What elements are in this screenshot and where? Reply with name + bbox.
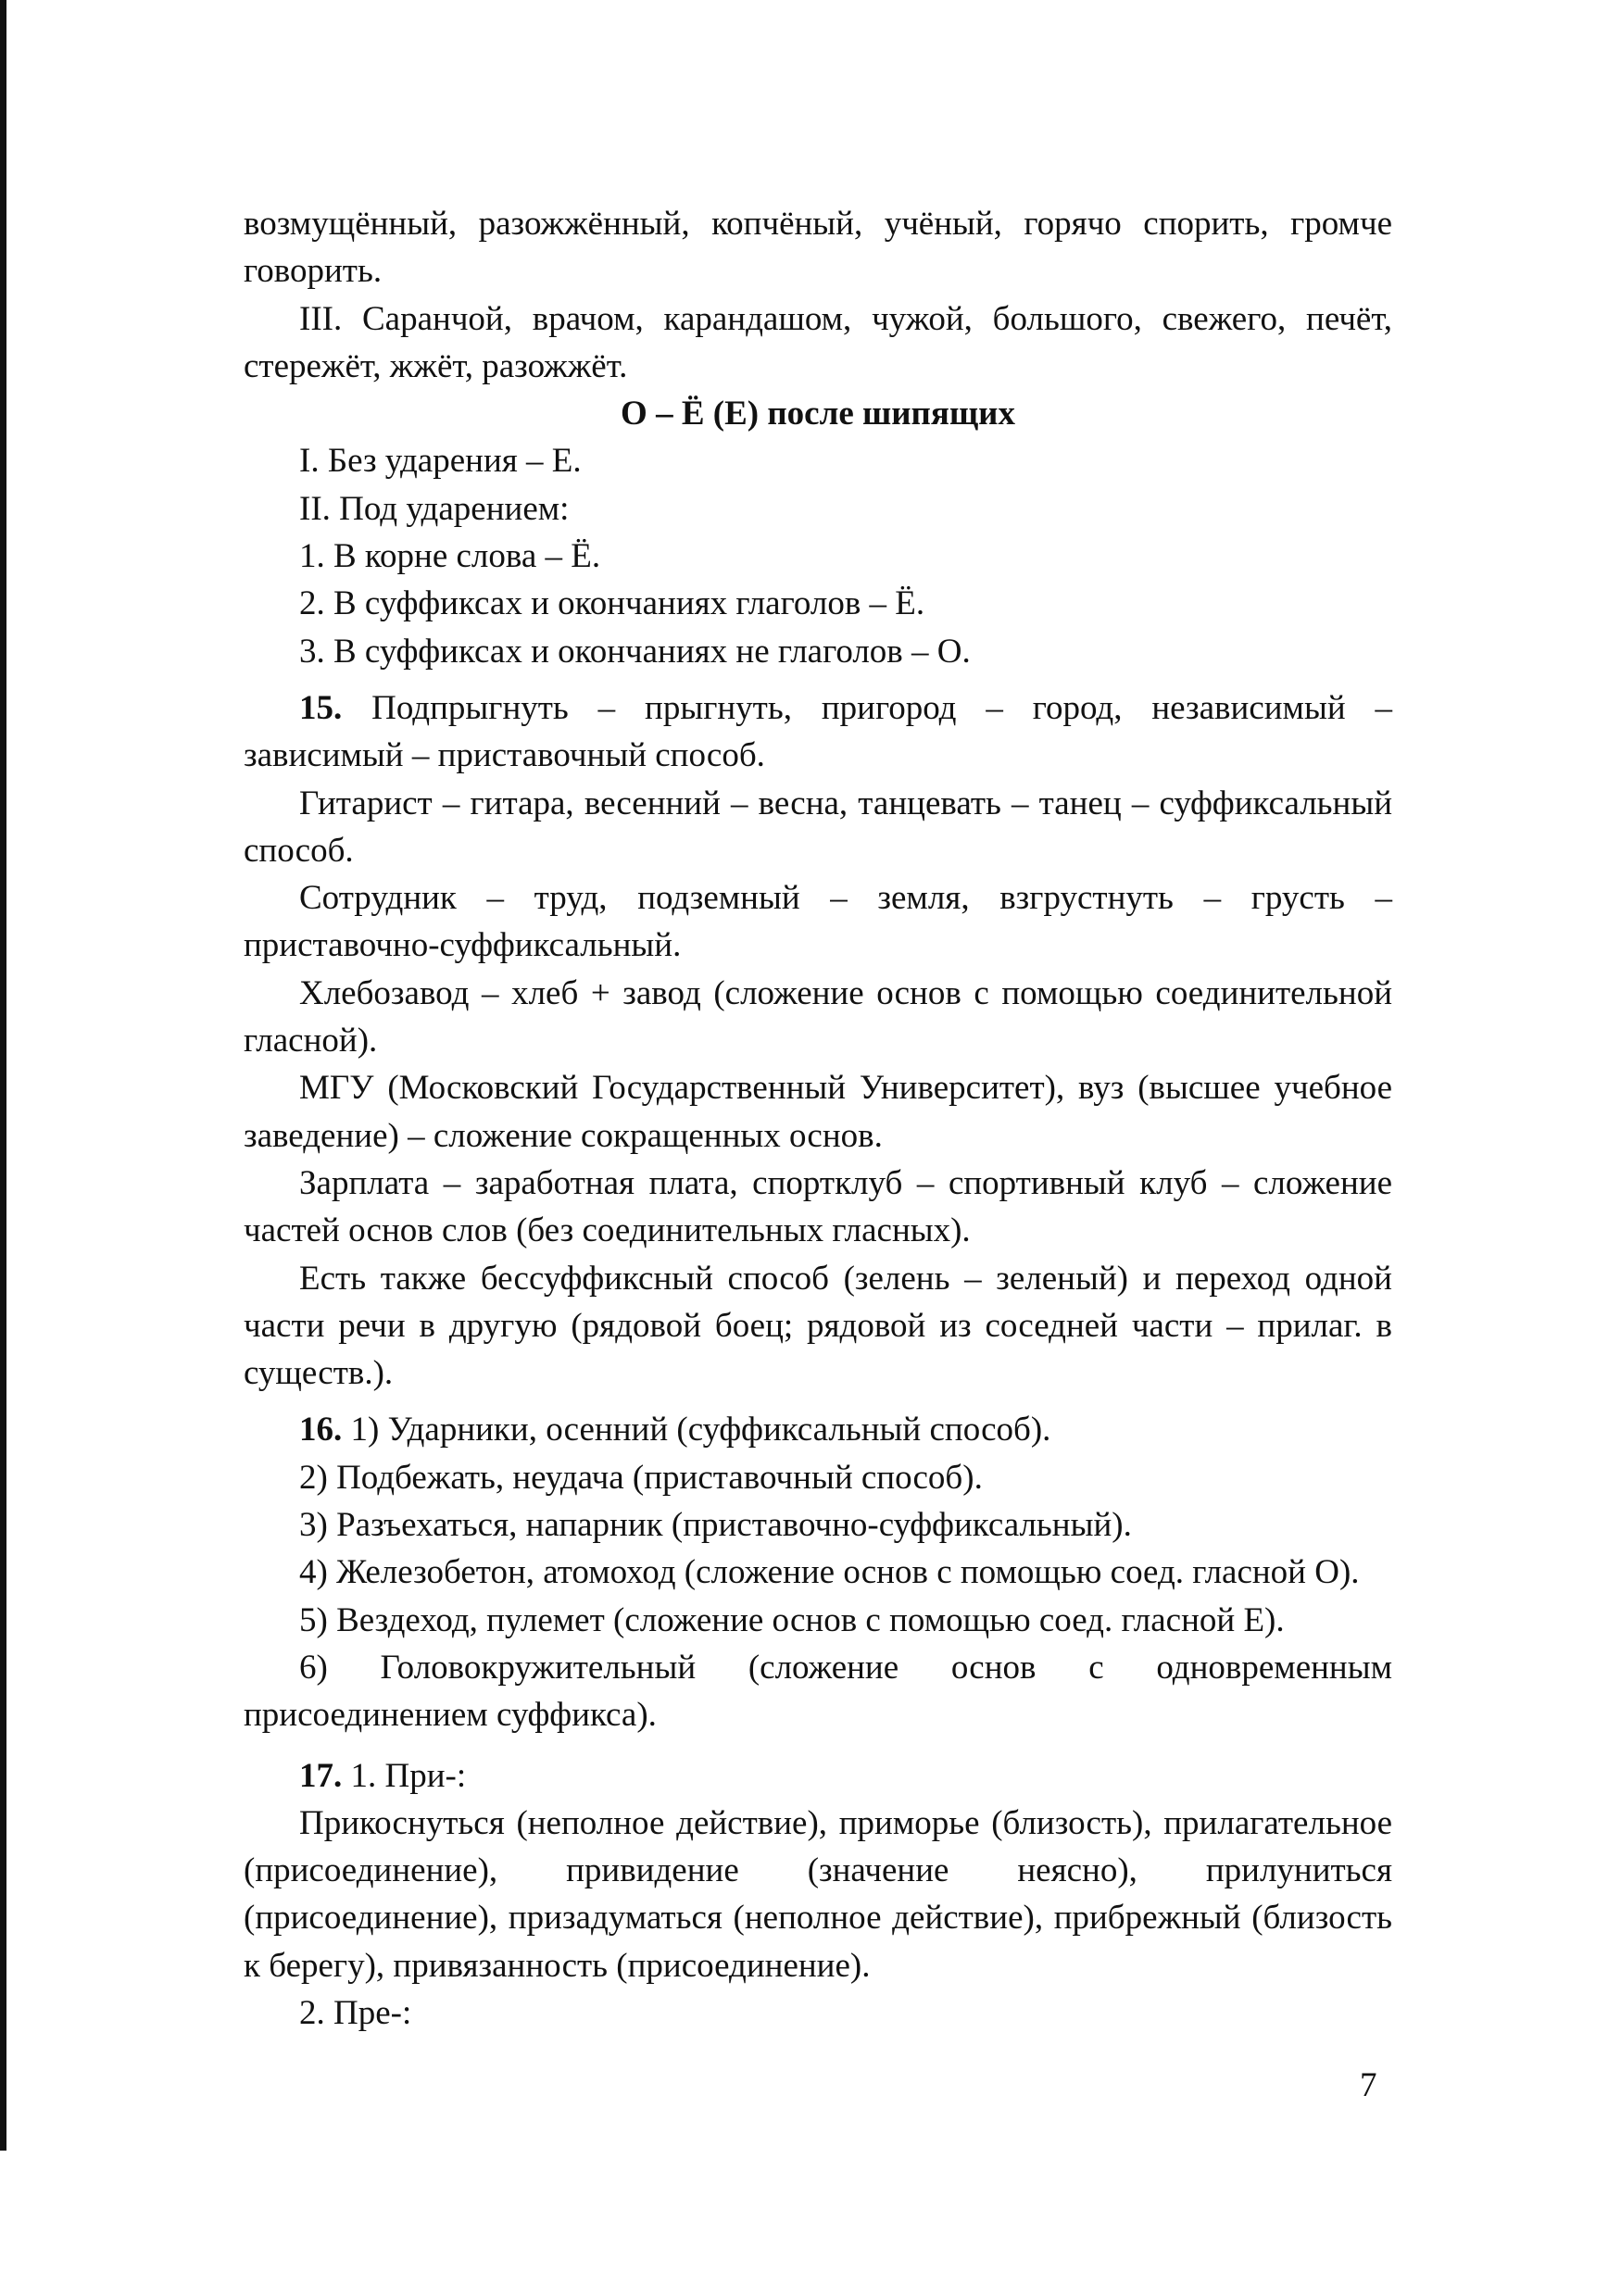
paragraph-text: Зарплата – заработная плата, спортклуб – спортивный клуб – сложение частей основ слов (без соединительных гласных). xyxy=(244,1163,1392,1250)
paragraph-text: Гитарист – гитара, весенний – весна, танцевать – танец – суффиксальный способ. xyxy=(244,784,1392,870)
paragraph-text: 4) Железобетон, атомоход (сложение основ с помощью соед. гласной О). xyxy=(299,1553,1360,1592)
paragraph xyxy=(244,1752,1392,1800)
paragraph-text: О – Ё (Е) после шипящих xyxy=(621,395,1015,433)
paragraph-text: 1. В корне слова – Ё. xyxy=(299,537,601,576)
paragraph xyxy=(244,970,1392,1065)
paragraph xyxy=(244,1549,1392,1596)
paragraph-text: Сотрудник – труд, подземный – земля, взгрустнуть – грусть – приставочно-суффиксальный. xyxy=(244,879,1392,965)
exercise-number: 15. xyxy=(299,688,343,727)
paragraph-text: 6) Головокружительный (сложение основ с одновременным присоединением суффикса). xyxy=(244,1648,1392,1735)
exercise-number: 16. xyxy=(299,1411,343,1449)
paragraph xyxy=(244,1406,1392,1453)
paragraph-text: 5) Вездеход, пулемет (сложение основ с помощью соед. гласной Е). xyxy=(299,1600,1285,1639)
paragraph xyxy=(244,1255,1392,1398)
page-left-edge-rule xyxy=(0,0,6,2151)
paragraph xyxy=(244,437,1392,484)
paragraph xyxy=(244,1160,1392,1255)
paragraph-text: II. Под ударением: xyxy=(299,489,570,528)
paragraph-text: Прикоснуться (неполное действие), приморье (близость), прилагательное (присоединение), привидение (значение неясно), прилуниться (присоединение), призадуматься (неполное действие), прибрежный (близость к берегу), привязанность (присоединение). xyxy=(244,1803,1392,1985)
paragraph xyxy=(244,1597,1392,1644)
paragraph xyxy=(244,684,1392,780)
paragraph xyxy=(244,295,1392,391)
paragraph-text: 1. При-: xyxy=(342,1756,467,1795)
exercise-number: 17. xyxy=(299,1756,343,1795)
paragraph-text: 1) Ударники, осенний (суффиксальный способ). xyxy=(342,1411,1051,1449)
paragraph xyxy=(244,780,1392,875)
paragraph-text: III. Саранчой, врачом, карандашом, чужой, большого, свежего, печёт, стережёт, жжёт, разожжёт. xyxy=(244,299,1392,385)
paragraph-text: МГУ (Московский Государственный Университет), вуз (высшее учебное заведение) – сложение сокращенных основ. xyxy=(244,1069,1392,1155)
paragraph xyxy=(244,1501,1392,1549)
paragraph xyxy=(244,628,1392,675)
paragraph xyxy=(244,200,1392,295)
paragraph xyxy=(244,1064,1392,1160)
paragraph-text: 2. В суффиксах и окончаниях глаголов – Ё. xyxy=(299,584,925,623)
paragraph xyxy=(244,874,1392,970)
paragraph-text: I. Без ударения – Е. xyxy=(299,442,582,481)
paragraph-text: возмущённый, разожжённый, копчёный, учёный, горячо спорить, громче говорить. xyxy=(244,205,1392,291)
paragraph-text: 2) Подбежать, неудача (приставочный способ). xyxy=(299,1458,983,1497)
paragraph-text: Подпрыгнуть – прыгнуть, пригород – город, независимый – зависимый – приставочный способ. xyxy=(244,688,1392,775)
page-number: 7 xyxy=(1360,2066,1377,2104)
paragraph xyxy=(244,1800,1392,1989)
paragraph xyxy=(244,1454,1392,1501)
paragraph-text: Хлебозавод – хлеб + завод (сложение основ с помощью соединительной гласной). xyxy=(244,973,1392,1060)
paragraph xyxy=(244,1644,1392,1739)
paragraph xyxy=(244,580,1392,627)
paragraph-text: 3. В суффиксах и окончаниях не глаголов – О. xyxy=(299,632,971,671)
paragraph-text: Есть также бессуффиксный способ (зелень – зеленый) и переход одной части речи в другую (рядовой боец; рядовой из соседней части – прилаг. в существ.). xyxy=(244,1259,1392,1393)
paragraph xyxy=(244,1989,1392,2037)
paragraph-text: 3) Разъехаться, напарник (приставочно-суффиксальный). xyxy=(299,1506,1132,1545)
section-heading xyxy=(244,390,1392,437)
paragraph xyxy=(244,533,1392,580)
page-body xyxy=(244,200,1392,2037)
paragraph-text: 2. Пре-: xyxy=(299,1993,412,2032)
paragraph xyxy=(244,485,1392,533)
